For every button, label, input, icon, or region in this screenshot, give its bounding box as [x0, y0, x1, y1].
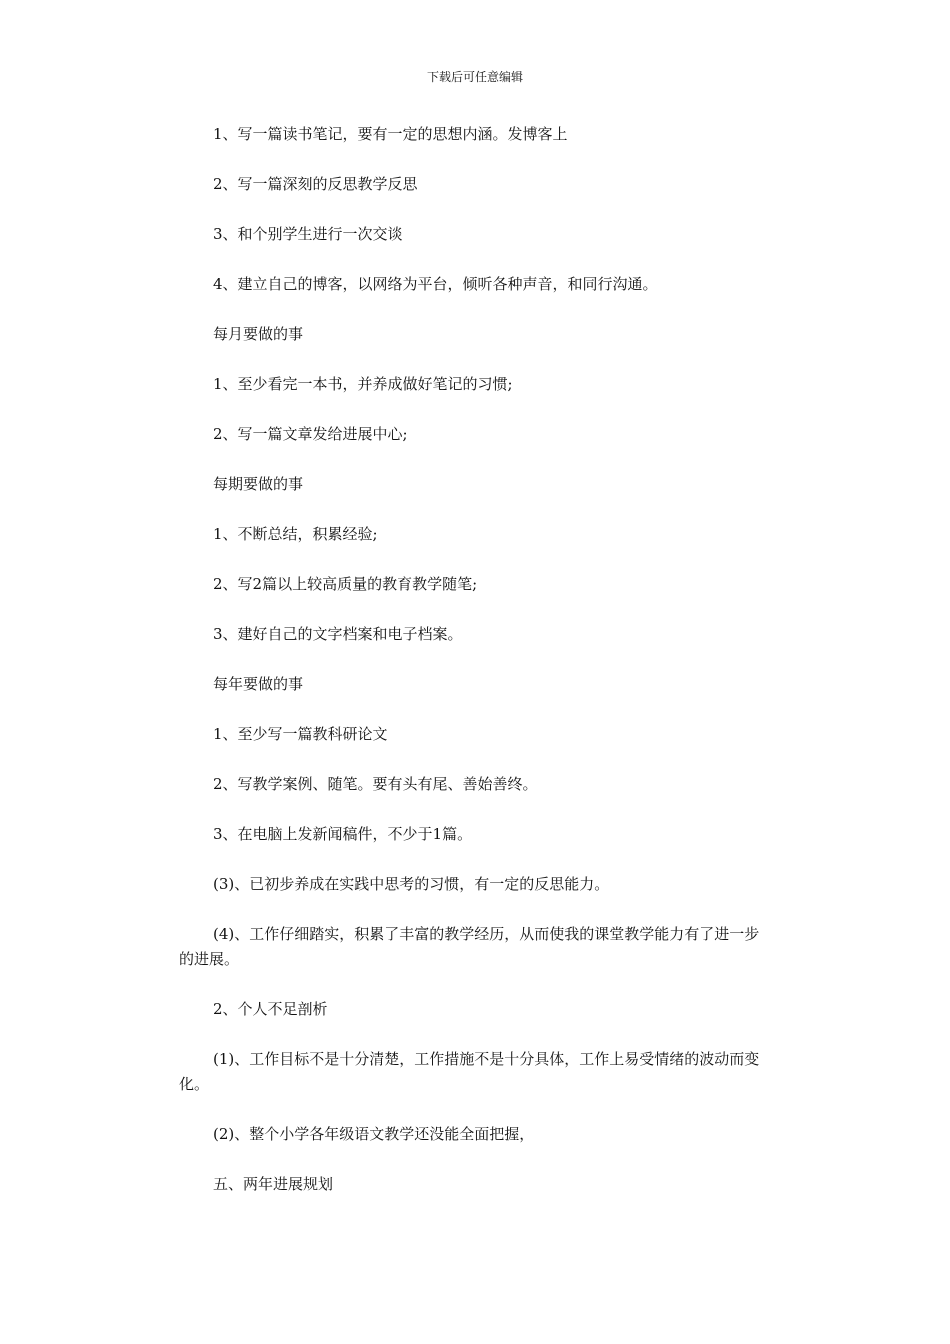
paragraph-20: (2)、整个小学各年级语文教学还没能全面把握， — [213, 1125, 535, 1143]
paragraph-19: (1)、工作目标不是十分清楚，工作措施不是十分具体，工作上易受情绪的波动而变化。 — [179, 1050, 760, 1093]
paragraph-13: 1、至少写一篇教科研论文 — [213, 725, 388, 743]
paragraph-10: 2、写2篇以上较高质量的教育教学随笔; — [213, 575, 478, 593]
section-heading-plan: 五、两年进展规划 — [213, 1175, 334, 1193]
paragraph-1: 1、写一篇读书笔记，要有一定的思想内涵。发博客上 — [213, 125, 568, 143]
section-heading-monthly: 每月要做的事 — [213, 325, 304, 343]
paragraph-6: 1、至少看完一本书，并养成做好笔记的习惯; — [213, 375, 513, 393]
paragraph-2: 2、写一篇深刻的反思教学反思 — [213, 175, 418, 193]
section-heading-weakness: 2、个人不足剖析 — [213, 1000, 328, 1018]
paragraph-16: (3)、已初步养成在实践中思考的习惯，有一定的反思能力。 — [213, 875, 610, 893]
page-header: 下载后可任意编辑 — [426, 70, 523, 84]
section-heading-term: 每期要做的事 — [213, 475, 304, 493]
paragraph-14: 2、写教学案例、随笔。要有头有尾、善始善终。 — [213, 775, 538, 793]
paragraph-11: 3、建好自己的文字档案和电子档案。 — [213, 625, 463, 643]
paragraph-9: 1、不断总结，积累经验; — [213, 525, 378, 543]
paragraph-3: 3、和个别学生进行一次交谈 — [213, 225, 403, 243]
paragraph-17: (4)、工作仔细踏实，积累了丰富的教学经历，从而使我的课堂教学能力有了进一步的进展。 — [179, 925, 760, 968]
document-body — [179, 122, 774, 1197]
paragraph-4: 4、建立自己的博客，以网络为平台，倾听各种声音，和同行沟通。 — [213, 275, 658, 293]
paragraph-7: 2、写一篇文章发给进展中心; — [213, 425, 408, 443]
section-heading-yearly: 每年要做的事 — [213, 675, 304, 693]
paragraph-15: 3、在电脑上发新闻稿件，不少于1篇。 — [213, 825, 473, 843]
